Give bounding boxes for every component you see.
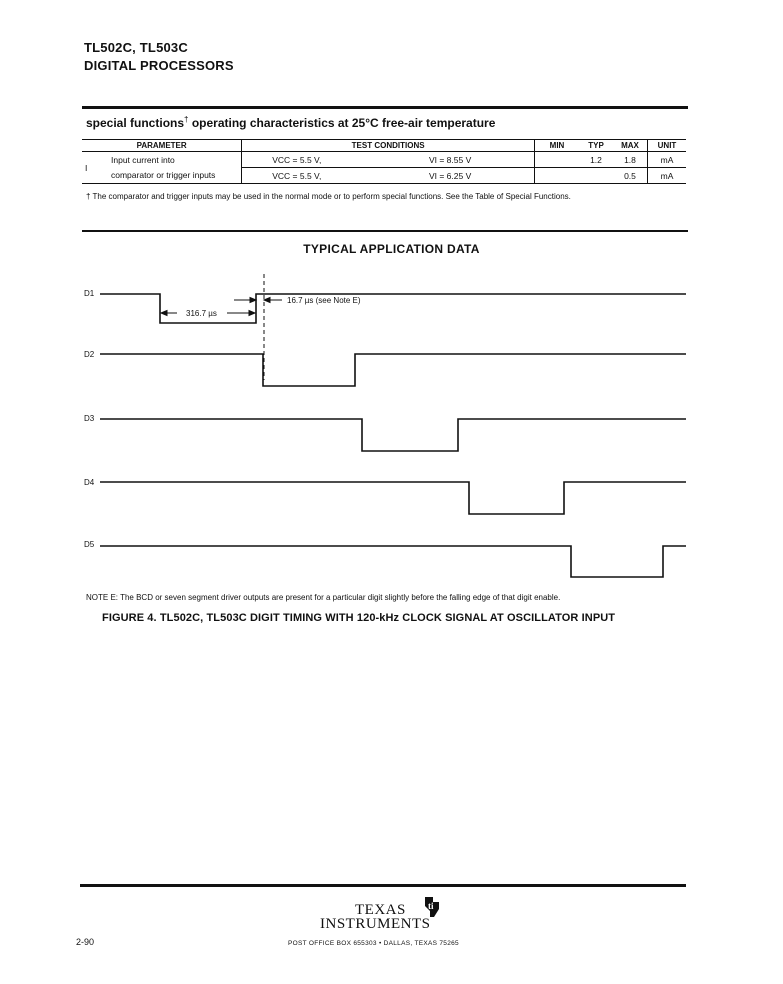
col-parameter: PARAMETER xyxy=(82,140,242,152)
cond-vi: VI = 8.55 V xyxy=(426,152,535,168)
param-desc-1: Input current into xyxy=(111,154,175,165)
col-conditions: TEST CONDITIONS xyxy=(242,140,535,152)
cell-unit: mA xyxy=(648,168,687,184)
logo-line1: TEXAS xyxy=(355,902,406,918)
doc-title-line2: DIGITAL PROCESSORS xyxy=(84,58,234,73)
arrow-right-icon xyxy=(249,311,255,316)
figure-caption: FIGURE 4. TL502C, TL503C DIGIT TIMING WITH 120-kHz CLOCK SIGNAL AT OSCILLATOR INPUT xyxy=(102,612,616,624)
col-typ: TYP xyxy=(579,140,613,152)
signal-label-d1: D1 xyxy=(84,289,95,298)
period-label: 316.7 µs xyxy=(186,309,217,318)
ti-state-icon xyxy=(420,894,444,920)
footnote: † The comparator and trigger inputs may be used in the normal mode or to perform special functions. See the Table of Special Functions. xyxy=(86,192,571,201)
svg-text:ti: ti xyxy=(428,901,434,911)
cond-vcc: VCC = 5.5 V, xyxy=(242,168,426,184)
cell-max: 0.5 xyxy=(613,168,648,184)
width-label: 16.7 µs (see Note E) xyxy=(287,296,361,305)
signal-d3-waveform xyxy=(100,419,686,451)
signal-d5-waveform xyxy=(100,546,686,577)
cell-max: 1.8 xyxy=(613,152,648,168)
arrow-right-icon xyxy=(250,298,256,303)
signal-label-d2: D2 xyxy=(84,350,95,359)
signal-d2-waveform xyxy=(100,354,686,386)
footnote-mark: † xyxy=(184,115,189,124)
cell-unit: mA xyxy=(648,152,687,168)
cond-vi: VI = 6.25 V xyxy=(426,168,535,184)
param-desc-2: comparator or trigger inputs xyxy=(108,168,242,184)
app-data-title: TYPICAL APPLICATION DATA xyxy=(303,242,480,256)
section-title-main: special functions xyxy=(86,116,185,130)
signal-d4-waveform xyxy=(100,482,686,514)
section-title-rest: operating characteristics at 25°C free-air temperature xyxy=(188,116,496,130)
footer-address: POST OFFICE BOX 655303 • DALLAS, TEXAS 75265 xyxy=(288,940,459,947)
cond-vcc: VCC = 5.5 V, xyxy=(242,152,426,168)
signal-label-d5: D5 xyxy=(84,540,95,549)
doc-title-line1: TL502C, TL503C xyxy=(84,40,188,55)
col-max: MAX xyxy=(613,140,648,152)
signal-label-d4: D4 xyxy=(84,478,95,487)
cell-typ: 1.2 xyxy=(579,152,613,168)
note-e: NOTE E: The BCD or seven segment driver outputs are present for a particular digit slightly before the falling edge of that digit enable. xyxy=(86,593,561,602)
arrow-left-icon xyxy=(161,311,167,316)
col-unit: UNIT xyxy=(648,140,687,152)
logo-line2: INSTRUMENTS xyxy=(320,916,431,932)
page-number: 2-90 xyxy=(76,937,95,947)
signal-label-d3: D3 xyxy=(84,414,95,423)
bottom-rule xyxy=(80,884,686,887)
arrow-left-icon xyxy=(264,298,270,303)
col-min: MIN xyxy=(535,140,580,152)
param-symbol: I xyxy=(82,152,108,184)
